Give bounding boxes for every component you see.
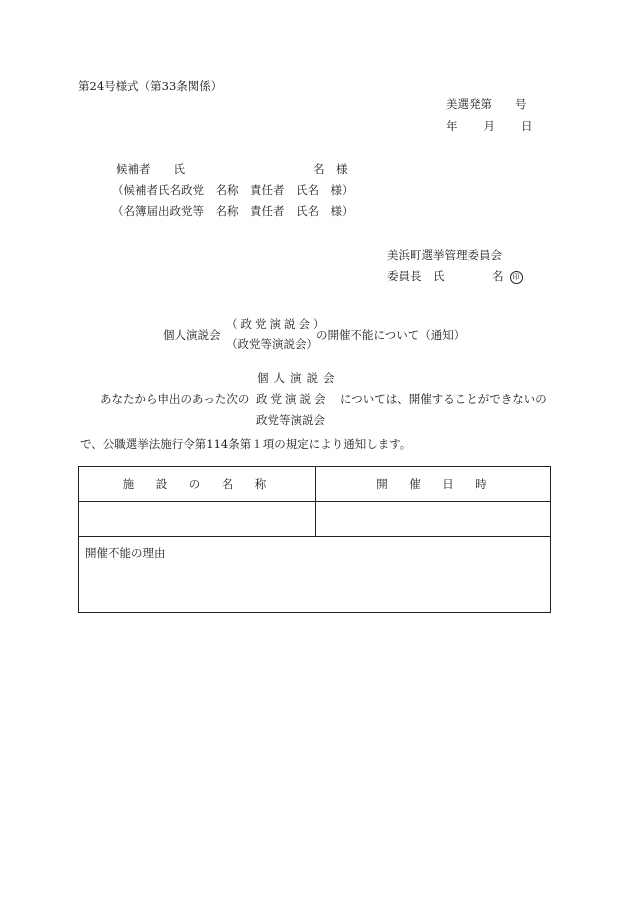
recipient-candidate-label: 候補者 氏 — [116, 162, 185, 176]
document-number: 美選発第 号 — [446, 97, 527, 111]
notice-table — [78, 466, 551, 613]
form-number: 第24号様式（第33条関係） — [78, 79, 223, 93]
body-line-after: については、開催することができないの — [340, 392, 547, 406]
sender-name-char: 名 印 — [492, 270, 523, 284]
recipient-party-line: （候補者氏名政党 名称 責任者 氏名 様） — [112, 183, 354, 197]
subject-right: の開催不能について（通知） — [316, 328, 466, 342]
body-stack-top: 個人演説会 — [257, 371, 340, 385]
issue-date: 年 月 日 — [446, 119, 534, 133]
body-stack-bottom: 政党等演説会 — [256, 413, 325, 427]
table-header-facility: 施 設 の 名 称 — [122, 476, 272, 491]
sender-title: 委員長 氏 — [387, 269, 445, 283]
recipient-candidate-suffix: 名 様 — [313, 162, 348, 176]
subject-left: 個人演説会 — [163, 328, 221, 342]
body-stack-middle: 政党演説会 — [256, 392, 329, 406]
sender-organization: 美浜町選挙管理委員会 — [387, 248, 502, 262]
reason-label: 開催不能の理由 — [85, 546, 166, 560]
body-closing: で、公職選挙法施行令第114条第１項の規定により通知します。 — [80, 437, 412, 451]
seal-mark: 印 — [510, 271, 523, 284]
subject-stack-top: （政党演説会） — [226, 317, 328, 331]
table-header-datetime: 開 催 日 時 — [376, 476, 492, 491]
recipient-list-party-line: （名簿届出政党等 名称 責任者 氏名 様） — [112, 204, 354, 218]
body-line-before: あなたから申出のあった次の — [100, 392, 250, 406]
subject-stack-bottom: （政党等演説会） — [226, 337, 318, 351]
